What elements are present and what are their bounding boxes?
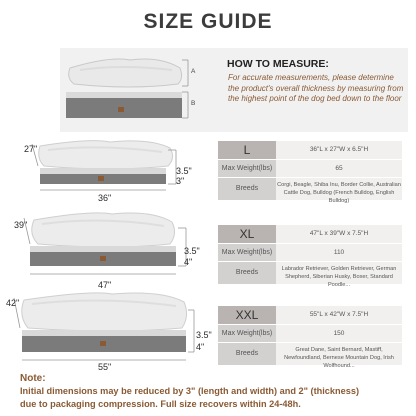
bed-xl-length: 47" [98, 280, 112, 290]
size-xxl-weight-value: 150 [276, 325, 402, 342]
label-b: B [191, 100, 196, 107]
size-xxl-label: XXL [218, 306, 276, 324]
bed-xl-illustration [22, 208, 192, 278]
measure-diagram [60, 48, 220, 132]
size-l-dimensions: 36"L x 27"W x 6.5"H [276, 141, 402, 159]
bed-l-base-thickness: 3" [176, 176, 185, 186]
label-a: A [191, 68, 196, 75]
size-xxl-weight-label: Max Weight(lbs) [218, 325, 276, 342]
size-l-weight-label: Max Weight(lbs) [218, 160, 276, 177]
bed-xxl-top-thickness: 3.5" [196, 330, 212, 340]
bed-l-illustration [30, 136, 190, 196]
size-xxl-weight-row [218, 325, 402, 342]
size-xxl-header [218, 306, 402, 324]
how-to-measure-text: For accurate measurements, please determine the product's overall thickness by measuring from the highest point of the dog bed down to the floor [228, 73, 404, 103]
size-xl-weight-row [218, 244, 402, 261]
size-l-breeds-label: Breeds [218, 178, 276, 200]
bed-l-length: 36" [98, 193, 112, 203]
size-xl-breeds-label: Breeds [218, 262, 276, 284]
size-l-weight-row [218, 160, 402, 177]
bed-xxl-length: 55" [98, 362, 112, 372]
size-xxl-breeds-label: Breeds [218, 343, 276, 365]
size-l-header [218, 141, 402, 159]
size-xl-breeds-row [218, 262, 402, 288]
note-line-1: Initial dimensions may be reduced by 3" (length and width) and 2" (thickness) [20, 386, 360, 396]
how-to-measure-title: HOW TO MEASURE: [227, 58, 329, 70]
size-l-breeds-value: Corgi, Beagle, Shiba Inu, Border Collie, Australian Cattle Dog, Bulldog (French Bulldog, English Bulldog) [276, 178, 402, 200]
size-xl-breeds-value: Labrador Retriever, Golden Retriever, German Shepherd, Siberian Husky, Boxer, Standard Poodle... [276, 262, 402, 284]
size-xl-label: XL [218, 225, 276, 243]
bed-xl-base-thickness: 4" [184, 257, 193, 267]
bed-l-top-thickness: 3.5" [176, 166, 192, 176]
bed-xl-width: 39" [14, 220, 28, 230]
size-xl-weight-value: 110 [276, 244, 402, 261]
bed-l-width: 27" [24, 144, 38, 154]
size-xxl-breeds-value: Great Dane, Saint Bernard, Mastiff, Newfoundland, Bernese Mountain Dog, Irish Wolfhound... [276, 343, 402, 365]
note-line-2: due to packaging compression. Full size recovers within 24-48h. [20, 399, 301, 409]
bed-xl-top-thickness: 3.5" [184, 246, 200, 256]
size-l-weight-value: 65 [276, 160, 402, 177]
size-xl-header [218, 225, 402, 243]
page-title: SIZE GUIDE [143, 10, 273, 33]
size-l-breeds-row [218, 178, 402, 204]
size-xl-weight-label: Max Weight(lbs) [218, 244, 276, 261]
size-xl-dimensions: 47"L x 39"W x 7.5"H [276, 225, 402, 243]
note-title: Note: [20, 373, 46, 384]
bed-xxl-width: 42" [6, 298, 20, 308]
bed-xxl-illustration [12, 288, 198, 366]
bed-xxl-base-thickness: 4" [196, 342, 205, 352]
size-xxl-breeds-row [218, 343, 402, 369]
size-xxl-dimensions: 55"L x 42"W x 7.5"H [276, 306, 402, 324]
size-l-label: L [218, 141, 276, 159]
